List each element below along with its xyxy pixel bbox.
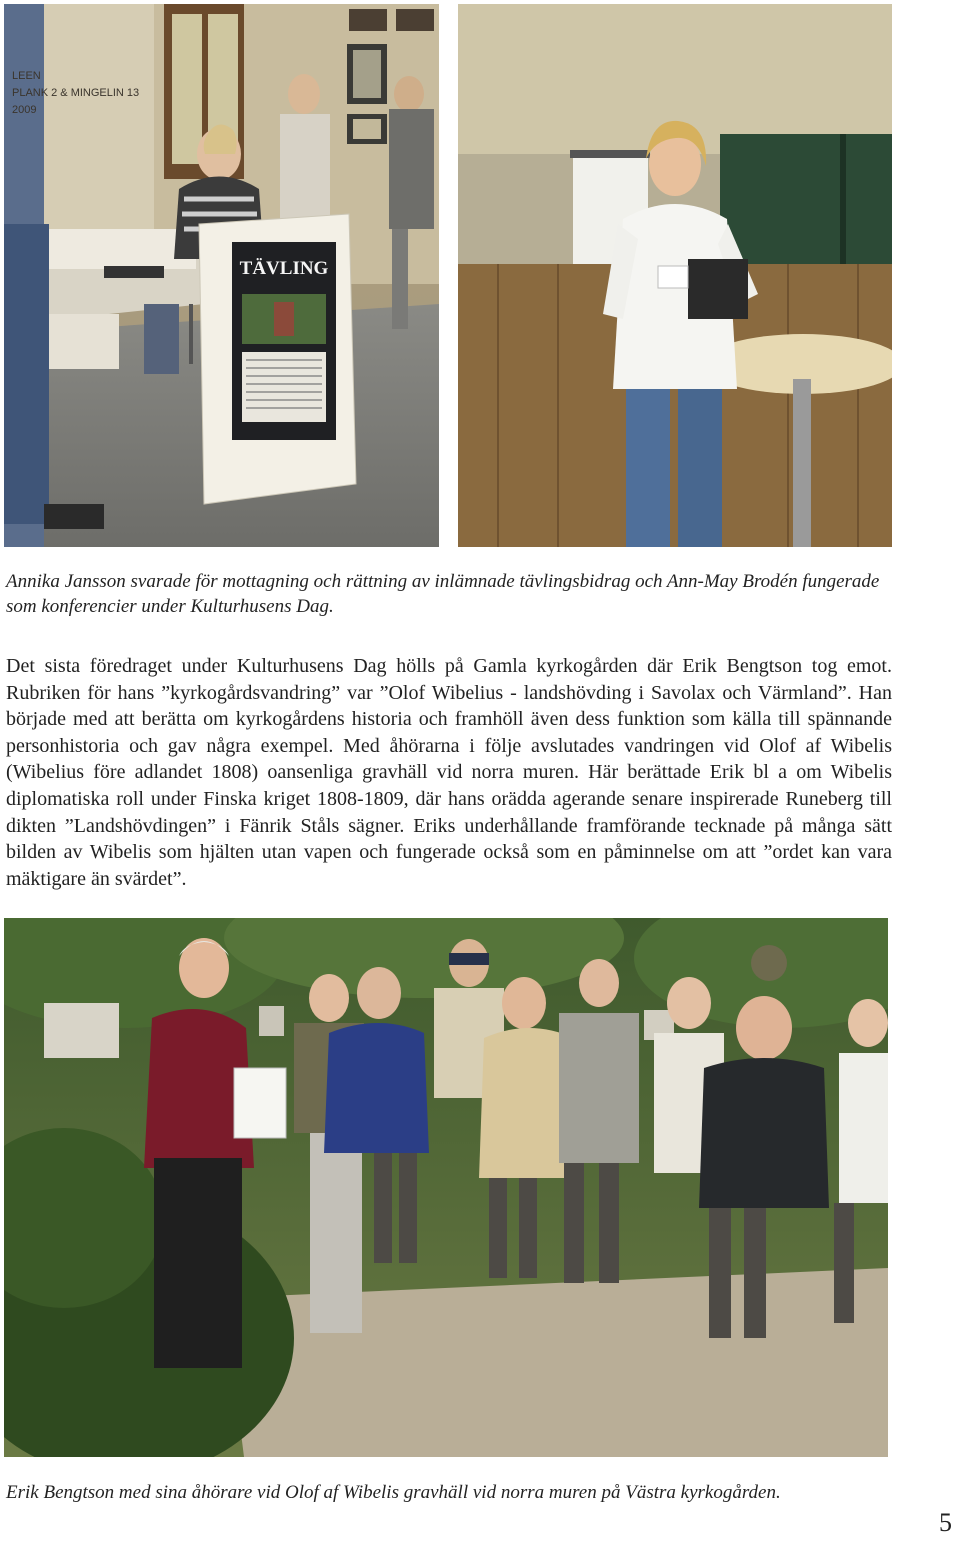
wall-text-2: PLANK 2 & MINGELIN 13	[12, 87, 140, 99]
article-body: Det sista föredraget under Kulturhusens Dag hölls på Gamla kyrkogården där Erik Bengtson tog emot. Rubriken för hans ”kyrkogårdsvandring” var ”Olof Wibelius - landshövding i Savolax och Värmland”. Han började med att berätta om kyrkogårdens historia och framhöll även dess funktion som källa till spännande personhistoria och gav några exempel. Med åhörarna i följe avslutades vandringen vid Olof af Wibelis (Wibelius före adlandet 1808) oansenliga gravhäll vid norra muren. Här berättade Erik bl a om Wibelis diplomatiska roll under Finska kriget 1808-1809, där hans orädda agerande senare inspirerade Runeberg till dikten ”Landshövdingen” i Fänrik Ståls sägner. Eriks underhållande framförande tecknade på många sätt bilden av Wibelis som hjälten utan vapen och fungerade också som en påminnelse om att ”ordet kan vara mäktigare än svärdet”.	[6, 655, 892, 890]
sign-title: TÄVLING	[239, 258, 329, 279]
wall-text-1: LEEN	[12, 70, 41, 82]
photo-caption-top: Annika Jansson svarade för mottagning och rättning av inlämnade tävlingsbidrag och Ann-May Brodén fungerade som konferencier under Kulturhusens Dag.	[6, 571, 880, 617]
photo-cemetery-group	[4, 918, 888, 1457]
page-number: 5	[939, 1508, 952, 1537]
photo-exhibition-table	[4, 4, 439, 547]
photo-woman-standing	[458, 4, 892, 547]
photo-caption-bottom: Erik Bengtson med sina åhörare vid Olof af Wibelis gravhäll vid norra muren på Västra kyrkogården.	[6, 1482, 781, 1503]
wall-text-3: 2009	[12, 104, 37, 116]
